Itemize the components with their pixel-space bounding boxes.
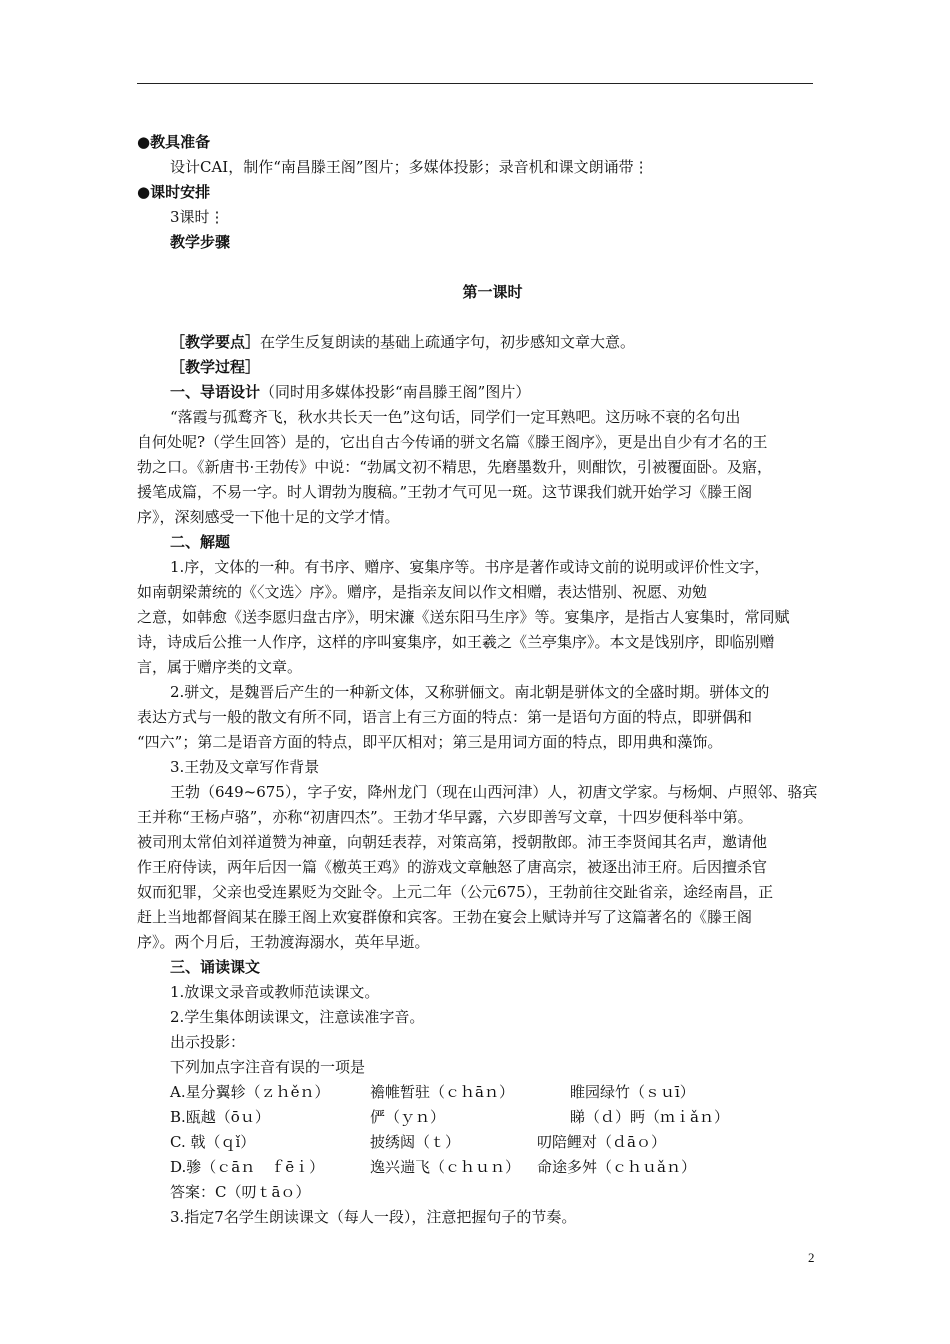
option-row-d <box>170 1155 815 1180</box>
process-label: ［教学过程］ <box>170 358 261 376</box>
paragraph-line: 之意，如韩愈《送李愿归盘古序》，明宋濂《送东阳马生序》等。宴集序，是指古人宴集时，常同赋 <box>137 608 790 626</box>
option-row-b <box>170 1105 815 1130</box>
option-row-a <box>170 1080 815 1105</box>
option-cell: A.星分翼轸（ｚｈěｎ） <box>170 1083 330 1101</box>
paragraph-line: 自何处呢?（学生回答）是的，它出自古今传诵的骈文名篇《滕王阁序》，更是出自少有才名的王 <box>137 433 768 451</box>
paragraph-line: 赶上当地都督阎某在滕王阁上欢宴群僚和宾客。王勃在宴会上赋诗并写了这篇著名的《滕王阁 <box>137 908 753 926</box>
paragraph-line: 王并称“王杨卢骆”，亦称“初唐四杰”。王勃才华早露，六岁即善写文章，十四岁便科举中第。 <box>137 808 753 826</box>
option-cell: 睢园绿竹（ｓｕī） <box>570 1083 695 1101</box>
paragraph-line: 诗，诗成后公推一人作序，这样的序叫宴集序，如王羲之《兰亭集序》。本文是饯别序，即临别赠 <box>137 633 775 651</box>
option-cell: D.骖（ｃāｎ ｆēｉ） <box>170 1158 325 1176</box>
option-cell: 叨陪鲤对（ｄāｏ） <box>537 1133 666 1151</box>
teaching-points <box>170 330 815 355</box>
option-cell: 俨（ｙｎ） <box>370 1108 446 1126</box>
paragraph-line: 序》，深刻感受一下他十足的文学才情。 <box>137 508 400 526</box>
paragraph-line: 如南朝梁萧统的《〈文选〉序》。赠序，是指亲友间以作文相赠，表达惜别、祝愿、劝勉 <box>137 583 708 601</box>
page-number: 2 <box>808 1250 815 1265</box>
option-cell: B.瓯越（ōｕ） <box>170 1108 270 1126</box>
paragraph-line: 奴而犯罪，父亲也受连累贬为交趾令。上元二年（公元675），王勃前往交趾省亲，途经南昌，正 <box>137 883 774 901</box>
schedule-heading: ●课时安排 <box>137 183 211 201</box>
paragraph-line: “四六”；第二是语音方面的特点，即平仄相对；第三是用词方面的特点，即用典和藻饰。 <box>137 733 723 751</box>
paragraph-line: 表达方式与一般的散文有所不同，语言上有三方面的特点：第一是语句方面的特点，即骈偶和 <box>137 708 753 726</box>
paragraph-line: 1.序，文体的一种。有书序、赠序、宴集序等。书序是著作或诗文前的说明或评价性文字， <box>170 558 770 576</box>
paragraph-line: 王勃（649~675），字子安，降州龙门（现在山西河津）人，初唐文学家。与杨炯、卢照邻、骆宾 <box>170 783 818 801</box>
paragraph-line: “落霞与孤鹜齐飞，秋水共长天一色”这句话，同学们一定耳熟吧。这历咏不衰的名句出 <box>170 408 741 426</box>
part1-note: （同时用多媒体投影“南昌滕王阁”图片） <box>260 383 531 401</box>
lesson-title: 第一课时 <box>462 283 523 301</box>
paragraph-line: 被司刑太常伯刘祥道赞为神童，向朝廷表荐，对策高第，授朝散郎。沛王李贤闻其名声，邀请他 <box>137 833 768 851</box>
points-label: ［教学要点］ <box>170 333 261 351</box>
answer: 答案：C（叨ｔāｏ） <box>170 1183 311 1201</box>
step-line: 3.指定7名学生朗读课文（每人一段），注意把握句子的节奏。 <box>170 1208 577 1226</box>
step-line: 2.学生集体朗读课文，注意读准字音。 <box>170 1008 425 1026</box>
item3-title: 3.王勃及文章写作背景 <box>170 758 320 776</box>
paragraph-line: 言，属于赠序类的文章。 <box>137 658 303 676</box>
option-cell: C. 戟（ｑǐ） <box>170 1133 256 1151</box>
step-line: 1.放课文录音或教师范读课文。 <box>170 983 380 1001</box>
tools-heading: ●教具准备 <box>137 133 211 151</box>
option-cell: 命途多舛（ｃｈｕǎｎ） <box>537 1158 696 1176</box>
part2-heading: 二、解题 <box>170 533 231 551</box>
show-projection: 出示投影： <box>170 1033 246 1051</box>
option-cell: 襜帷暂驻（ｃｈāｎ） <box>370 1083 514 1101</box>
paragraph-line: 2.骈文，是魏晋后产生的一种新文体，又称骈俪文。南北朝是骈体文的全盛时期。骈体文的 <box>170 683 770 701</box>
paragraph-line: 援笔成篇，不易一字。时人谓勃为腹稿。”王勃才气可见一斑。这节课我们就开始学习《滕王阁 <box>137 483 753 501</box>
tools-text: 设计CAI，制作“南昌滕王阁”图片；多媒体投影；录音机和课文朗诵带⋮ <box>170 158 649 176</box>
header-rule <box>137 83 813 84</box>
part3-heading: 三、诵读课文 <box>170 958 261 976</box>
option-cell: 睇（ｄ）眄（ｍｉǎｎ） <box>570 1108 729 1126</box>
points-text: 在学生反复朗读的基础上疏通字句，初步感知文章大意。 <box>260 333 636 351</box>
schedule-text: 3课时⋮ <box>170 208 225 226</box>
option-cell: 披绣闼（ｔ） <box>370 1133 461 1151</box>
question: 下列加点字注音有误的一项是 <box>170 1058 366 1076</box>
document-body <box>137 130 818 1230</box>
paragraph-line: 勃之口。《新唐书·王勃传》中说：“勃属文初不精思，先磨墨数升，则酣饮，引被覆面卧。及寤， <box>137 458 772 476</box>
paragraph-line: 作王府侍读，两年后因一篇《檄英王鸡》的游戏文章触怒了唐高宗，被逐出沛王府。后因擅杀官 <box>137 858 768 876</box>
part1-heading: 一、导语设计 <box>170 383 261 401</box>
paragraph-line: 序》。两个月后，王勃渡海溺水，英年早逝。 <box>137 933 430 951</box>
option-row-c <box>170 1130 815 1155</box>
steps-heading: 教学步骤 <box>170 233 231 251</box>
part1-heading-line <box>170 380 815 405</box>
option-cell: 逸兴遄飞（ｃｈｕｎ） <box>370 1158 521 1176</box>
